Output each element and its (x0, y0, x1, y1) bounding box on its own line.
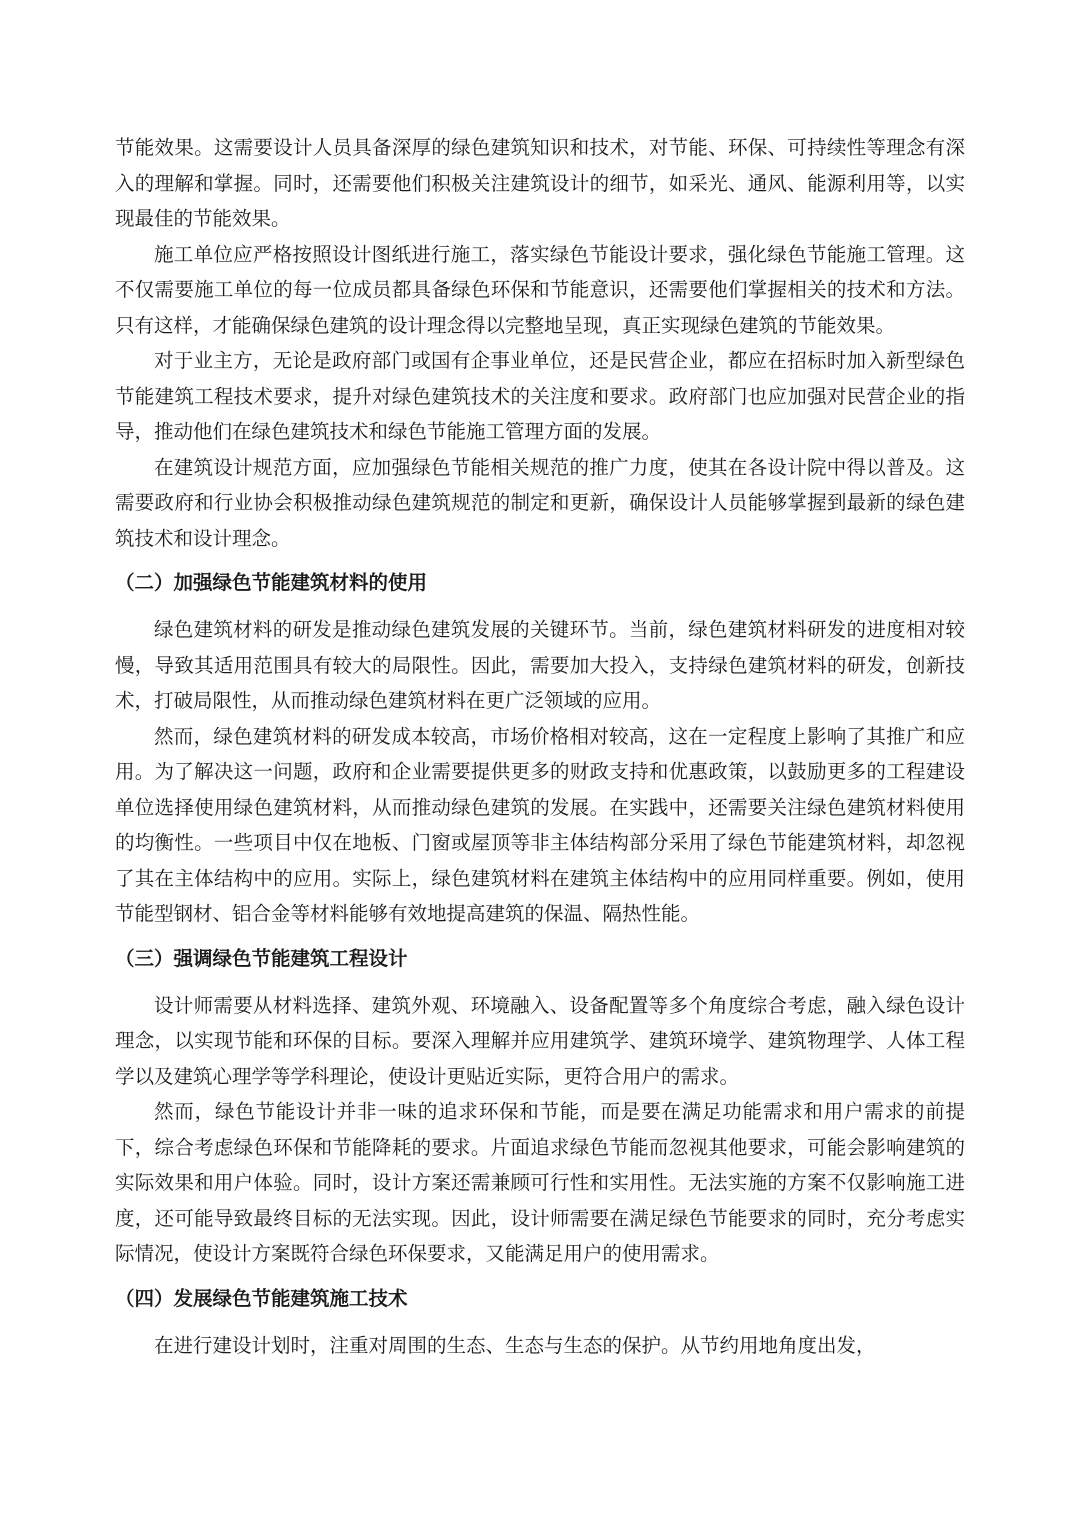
body-paragraph: 施工单位应严格按照设计图纸进行施工，落实绿色节能设计要求，强化绿色节能施工管理。这不仅需要施工单位的每一位成员都具备绿色环保和节能意识，还需要他们掌握相关的技术和方法。只有这样，才能确保绿色建筑的设计理念得以完整地呈现，真正实现绿色建筑的节能效果。 (115, 242, 965, 337)
body-paragraph: 节能效果。这需要设计人员具备深厚的绿色建筑知识和技术，对节能、环保、可持续性等理念有深入的理解和掌握。同时，还需要他们积极关注建筑设计的细节，如采光、通风、能源利用等，以实现最佳的节能效果。 (115, 136, 965, 230)
body-paragraph: 设计师需要从材料选择、建筑外观、环境融入、设备配置等多个角度综合考虑，融入绿色设计理念，以实现节能和环保的目标。要深入理解并应用建筑学、建筑环境学、建筑物理学、人体工程学以及建筑心理学等学科理论，使设计更贴近实际，更符合用户的需求。 (115, 993, 965, 1088)
section-heading: （二）加强绿色节能建筑材料的使用 (115, 571, 428, 594)
body-paragraph: 在进行建设计划时，注重对周围的生态、生态与生态的保护。从节约用地角度出发， (154, 1333, 876, 1357)
document-page (115, 130, 965, 1363)
body-paragraph: 绿色建筑材料的研发是推动绿色建筑发展的关键环节。当前，绿色建筑材料研发的进度相对较慢，导致其适用范围具有较大的局限性。因此，需要加大投入，支持绿色建筑材料的研发，创新技术，打破局限性，从而推动绿色建筑材料在更广泛领域的应用。 (115, 618, 965, 712)
section-heading: （四）发展绿色节能建筑施工技术 (115, 1286, 408, 1310)
body-paragraph: 对于业主方，无论是政府部门或国有企事业单位，还是民营企业，都应在招标时加入新型绿色节能建筑工程技术要求，提升对绿色建筑技术的关注度和要求。政府部门也应加强对民营企业的指导，推动他们在绿色建筑技术和绿色节能施工管理方面的发展。 (115, 349, 965, 443)
body-paragraph: 然而，绿色节能设计并非一味的追求环保和节能，而是要在满足功能需求和用户需求的前提下，综合考虑绿色环保和节能降耗的要求。片面追求绿色节能而忽视其他要求，可能会影响建筑的实际效果和用户体验。同时，设计方案还需兼顾可行性和实用性。无法实施的方案不仅影响施工进度，还可能导致最终目标的无法实现。因此，设计师需要在满足绿色节能要求的同时，充分考虑实际情况，使设计方案既符合绿色环保要求，又能满足用户的使用需求。 (115, 1100, 965, 1265)
section-heading: （三）强调绿色节能建筑工程设计 (115, 946, 408, 970)
body-paragraph: 在建筑设计规范方面，应加强绿色节能相关规范的推广力度，使其在各设计院中得以普及。这需要政府和行业协会积极推动绿色建筑规范的制定和更新，确保设计人员能够掌握到最新的绿色建筑技术和设计理念。 (115, 455, 965, 550)
body-paragraph: 然而，绿色建筑材料的研发成本较高，市场价格相对较高，这在一定程度上影响了其推广和应用。为了解决这一问题，政府和企业需要提供更多的财政支持和优惠政策，以鼓励更多的工程建设单位选择使用绿色建筑材料，从而推动绿色建筑的发展。在实践中，还需要关注绿色建筑材料使用的均衡性。一些项目中仅在地板、门窗或屋顶等非主体结构部分采用了绿色节能建筑材料，却忽视了其在主体结构中的应用。实际上，绿色建筑材料在建筑主体结构中的应用同样重要。例如，使用节能型钢材、铝合金等材料能够有效地提高建筑的保温、隔热性能。 (115, 724, 965, 925)
